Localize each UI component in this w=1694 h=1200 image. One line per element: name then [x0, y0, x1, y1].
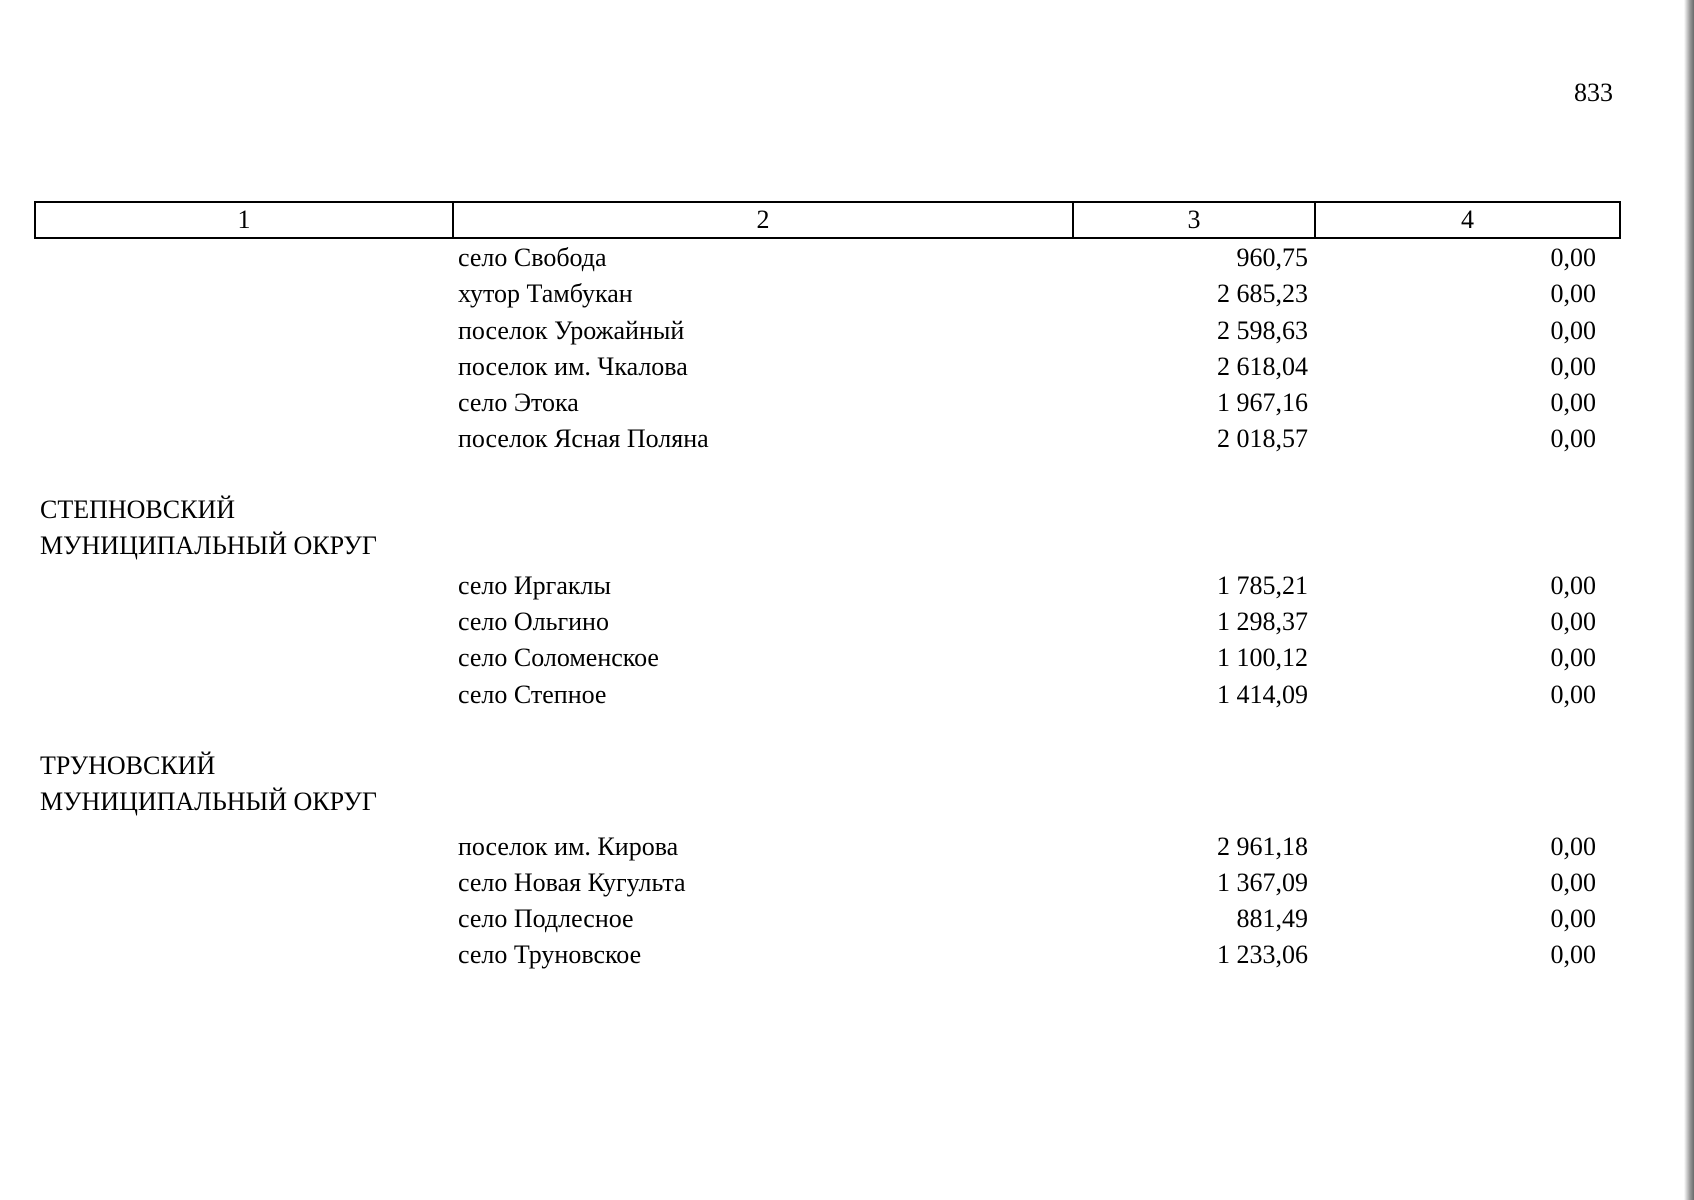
locality-name: село Труновское	[458, 940, 642, 969]
district-heading-line1: СТЕПНОВСКИЙ	[40, 495, 236, 524]
value-col4: 0,00	[1550, 832, 1596, 861]
value-col4: 0,00	[1550, 316, 1596, 345]
column-header-2: 2	[453, 202, 1073, 238]
locality-name: село Подлесное	[458, 904, 634, 933]
value-col3: 2 961,18	[1217, 832, 1308, 861]
locality-name: хутор Тамбукан	[458, 279, 633, 308]
value-col3: 1 967,16	[1217, 388, 1308, 417]
locality-name: село Новая Кугульта	[458, 868, 686, 897]
value-col3: 2 018,57	[1217, 424, 1308, 453]
value-col4: 0,00	[1550, 868, 1596, 897]
value-col4: 0,00	[1550, 940, 1596, 969]
value-col4: 0,00	[1550, 904, 1596, 933]
district-heading-line2: МУНИЦИПАЛЬНЫЙ ОКРУГ	[40, 787, 377, 816]
value-col4: 0,00	[1550, 643, 1596, 672]
column-header-1: 1	[35, 202, 453, 238]
page-number: 833	[1574, 78, 1613, 107]
district-heading	[40, 748, 460, 820]
column-header-table	[34, 201, 1621, 239]
value-col3: 1 367,09	[1217, 868, 1308, 897]
locality-name: поселок им. Чкалова	[458, 352, 688, 381]
value-col3: 960,75	[1236, 243, 1308, 272]
value-col3: 2 618,04	[1217, 352, 1308, 381]
value-col3: 1 233,06	[1217, 940, 1308, 969]
value-col3: 1 414,09	[1217, 680, 1308, 709]
value-col4: 0,00	[1550, 388, 1596, 417]
value-col3: 2 685,23	[1217, 279, 1308, 308]
column-header-4: 4	[1315, 202, 1620, 238]
district-heading-line1: ТРУНОВСКИЙ	[40, 751, 216, 780]
locality-name: село Свобода	[458, 243, 607, 272]
value-col3: 881,49	[1236, 904, 1308, 933]
column-header-row	[35, 202, 1620, 238]
value-col4: 0,00	[1550, 352, 1596, 381]
locality-name: поселок Ясная Поляна	[458, 424, 709, 453]
locality-name: село Степное	[458, 680, 607, 709]
district-heading	[40, 492, 460, 564]
value-col3: 2 598,63	[1217, 316, 1308, 345]
value-col4: 0,00	[1550, 571, 1596, 600]
locality-name: село Соломенское	[458, 643, 659, 672]
locality-name: поселок Урожайный	[458, 316, 685, 345]
column-header-3: 3	[1073, 202, 1315, 238]
locality-name: село Ольгино	[458, 607, 609, 636]
value-col4: 0,00	[1550, 279, 1596, 308]
value-col4: 0,00	[1550, 680, 1596, 709]
locality-name: село Иргаклы	[458, 571, 611, 600]
value-col4: 0,00	[1550, 607, 1596, 636]
locality-name: поселок им. Кирова	[458, 832, 679, 861]
value-col4: 0,00	[1550, 243, 1596, 272]
value-col4: 0,00	[1550, 424, 1596, 453]
district-heading-line2: МУНИЦИПАЛЬНЫЙ ОКРУГ	[40, 531, 377, 560]
scan-edge-shadow	[1684, 0, 1694, 1200]
value-col3: 1 100,12	[1217, 643, 1308, 672]
value-col3: 1 298,37	[1217, 607, 1308, 636]
value-col3: 1 785,21	[1217, 571, 1308, 600]
locality-name: село Этока	[458, 388, 579, 417]
